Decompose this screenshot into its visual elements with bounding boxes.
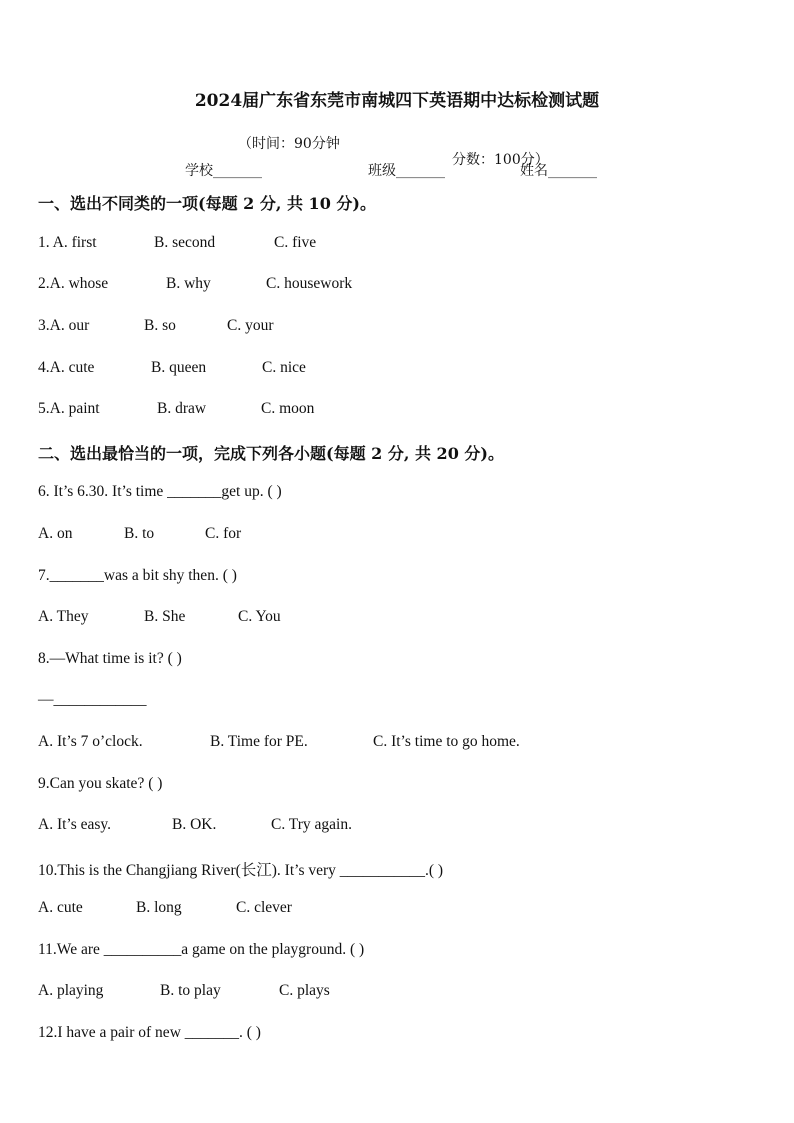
option-c: C. nice <box>262 359 306 376</box>
option-c: C. It’s time to go home. <box>373 733 520 750</box>
option-a: A. cute <box>38 899 83 916</box>
option-a: 3.A. our <box>38 317 90 334</box>
question-6: 6. It’s 6.30. It’s time _______get up. ( ) <box>38 483 282 500</box>
question-12: 12.I have a pair of new _______. ( ) <box>38 1024 261 1041</box>
option-a: 2.A. whose <box>38 275 109 292</box>
option-a: 4.A. cute <box>38 359 95 376</box>
option-c: C. for <box>205 525 242 542</box>
option-b: B. queen <box>151 359 207 376</box>
option-b: B. second <box>154 234 216 251</box>
section2-heading: 二、选出最恰当的一项，完成下列各小题(每题 2 分, 共 20 分)。 <box>38 444 504 463</box>
option-c: C. your <box>227 317 274 334</box>
option-a: A. It’s 7 o’clock. <box>38 733 143 750</box>
option-c: C. five <box>274 234 317 251</box>
exam-title: 2024届广东省东莞市南城四下英语期中达标检测试题 <box>194 91 600 111</box>
question-7: 7._______was a bit shy then. ( ) <box>38 567 237 584</box>
option-b: B. OK. <box>172 816 217 833</box>
section1-heading: 一、选出不同类的一项(每题 2 分, 共 10 分)。 <box>38 194 376 213</box>
option-a: A. It’s easy. <box>38 816 112 833</box>
question-8: 8.—What time is it? ( ) <box>38 650 182 667</box>
option-c: C. housework <box>266 275 353 292</box>
option-a: A. playing <box>38 982 104 999</box>
option-b: B. long <box>136 899 182 916</box>
question-10: 10.This is the Changjiang River(长江). It’s very ___________.( ) <box>38 862 444 879</box>
option-b: B. She <box>144 608 186 625</box>
option-c: C. Try again. <box>271 816 352 833</box>
question-11: 11.We are __________a game on the playground. ( ) <box>38 941 365 958</box>
option-c: C. clever <box>236 899 292 916</box>
option-b: B. Time for PE. <box>210 733 308 750</box>
option-c: C. moon <box>261 400 315 417</box>
option-b: B. draw <box>157 400 207 417</box>
option-b: B. to <box>124 525 155 542</box>
option-a: 1. A. first <box>38 234 97 251</box>
option-a: A. They <box>38 608 89 625</box>
option-b: B. so <box>144 317 176 334</box>
question-9: 9.Can you skate? ( ) <box>38 775 163 792</box>
option-b: B. why <box>166 275 211 292</box>
school-field: 学校_______ <box>185 163 262 179</box>
option-a: A. on <box>38 525 73 542</box>
option-c: C. plays <box>279 982 330 999</box>
name-field: 姓名_______ <box>520 163 597 179</box>
option-c: C. You <box>238 608 281 625</box>
exam-time: （时间：90分钟 <box>238 136 340 152</box>
class-field: 班级_______ <box>368 163 445 179</box>
option-a: 5.A. paint <box>38 400 100 417</box>
exam-score: 分数：100分） <box>452 152 549 168</box>
option-b: B. to play <box>160 982 221 999</box>
question-8-answer-line: —____________ <box>38 691 147 708</box>
